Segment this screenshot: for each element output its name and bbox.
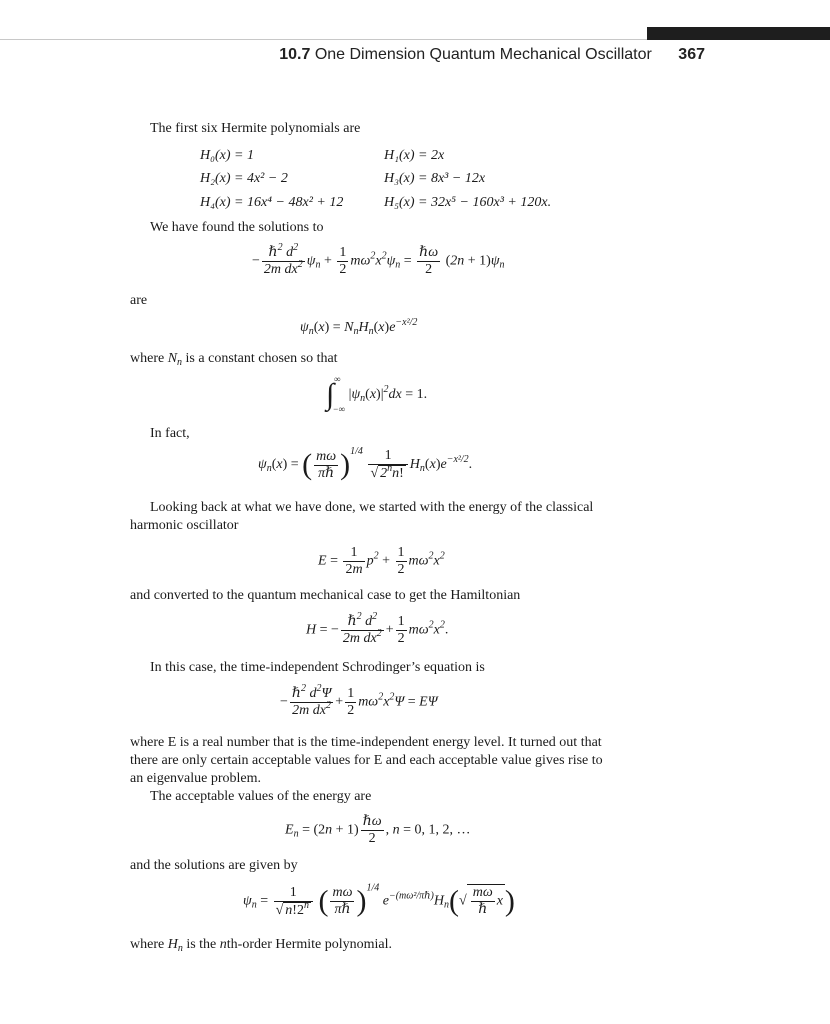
looking-back-line-2: harmonic oscillator	[130, 518, 239, 533]
last-line-rest: -order Hermite polynomial.	[237, 937, 393, 952]
in-fact-text: In fact,	[150, 426, 190, 441]
hermite-h4: H₄(x) = 16x⁴ − 48x² + 12	[200, 195, 344, 210]
where-n-lead: where	[130, 351, 168, 366]
section-number: 10.7	[279, 46, 311, 63]
hermite-h5: H₅(x) = 32x⁵ − 160x³ + 120x.	[384, 195, 552, 210]
last-line-lead: where	[130, 937, 168, 952]
hermite-h2: H₂(x) = 4x² − 2	[200, 171, 288, 186]
wavefunction-form: $\psi_n(x) = N_nH_n(x)e^{-x^2/2}$	[300, 317, 418, 337]
where-e-line-2: there are only certain acceptable values for E and each acceptable value gives rise to	[130, 753, 603, 768]
schrodinger-equation-2: − $\frac{\hbar^2 d^2\Psi}{2m dx^2}$ + $\frac{1}{2}$ $m\omega^2x^2\Psi = E\Psi$	[280, 683, 438, 718]
header-bar	[647, 27, 830, 40]
solution-formula: $\psi_n$ = $\frac{1}{√ n!2^n}$ ( $\frac{m\omega}{\text{πℏ}}$ )$^{1/4}$ $e^{-(m\omega^2/\pi\hbar)}H_n(√$ $\frac{m\omega}{\text{ℏ}}$ x)	[243, 882, 515, 918]
energy-levels: $E_n = (2n + 1)$ $\frac{\text{ℏω}}{2}$ , n = 0, 1, 2, …	[285, 814, 471, 846]
intro-text: The first six Hermite polynomials are	[150, 121, 361, 136]
are-text: are	[130, 293, 148, 308]
page-number: 367	[678, 46, 705, 63]
running-head	[200, 46, 705, 64]
hermite-h0: H₀(x) = 1	[200, 148, 254, 163]
converted-text: and converted to the quantum mechanical case to get the Hamiltonian	[130, 588, 521, 603]
hamiltonian: H = − $\frac{\hbar^2 d^2}{2m dx^2}$ + $\frac{1}{2}$ $m\omega^2x^2$.	[306, 611, 449, 646]
in-this-case-text: In this case, the time-independent Schrodinger’s equation is	[150, 660, 485, 675]
hermite-h3: H₃(x) = 8x³ − 12x	[384, 171, 486, 186]
last-line-mid: is the	[182, 937, 220, 952]
section-title: One Dimension Quantum Mechanical Oscillator	[314, 46, 652, 63]
looking-back-line-1: Looking back at what we have done, we started with the energy of the classical	[150, 500, 594, 515]
where-e-line-1: where E is a real number that is the time-independent energy level. It turned out that	[130, 735, 602, 750]
hermite-h1: H₁(x) = 2x	[384, 148, 445, 163]
acceptable-text: The acceptable values of the energy are	[150, 789, 372, 804]
schrodinger-equation-1: − $\frac{\hbar^2 d^2}{2m dx^2}$ $\psi_n$ + $\frac{1}{2}$ $m\omega^2x^2\psi_n$ = $\frac{\text{ℏω}}{2}$ $(2n + 1)\psi_n$	[252, 242, 505, 277]
where-n-text: where $N_n$ is a constant chosen so that	[130, 351, 338, 368]
solutions-text: and the solutions are given by	[130, 858, 298, 873]
found-text: We have found the solutions to	[150, 220, 324, 235]
where-n-rest: is a constant chosen so that	[182, 351, 338, 366]
last-line: where $H_n$ is the nth-order Hermite polynomial.	[130, 937, 393, 954]
classical-energy: E = $\frac{1}{2m}$ $p^2$ + $\frac{1}{2}$ $m\omega^2x^2$	[318, 545, 445, 577]
where-e-line-3: an eigenvalue problem.	[130, 771, 262, 786]
normalization-integral: $\int^\infty_{-\infty}$ $|\psi_n(x)|^2dx = 1$.	[326, 374, 428, 415]
normalized-wavefunction: $\psi_n(x)$ = ( $\frac{m\omega}{\text{πℏ}}$ )$^{1/4}$ $\frac{1}{√ 2^nn!}$ $H_n(x)e^{-x^2/2}$.	[258, 446, 473, 481]
